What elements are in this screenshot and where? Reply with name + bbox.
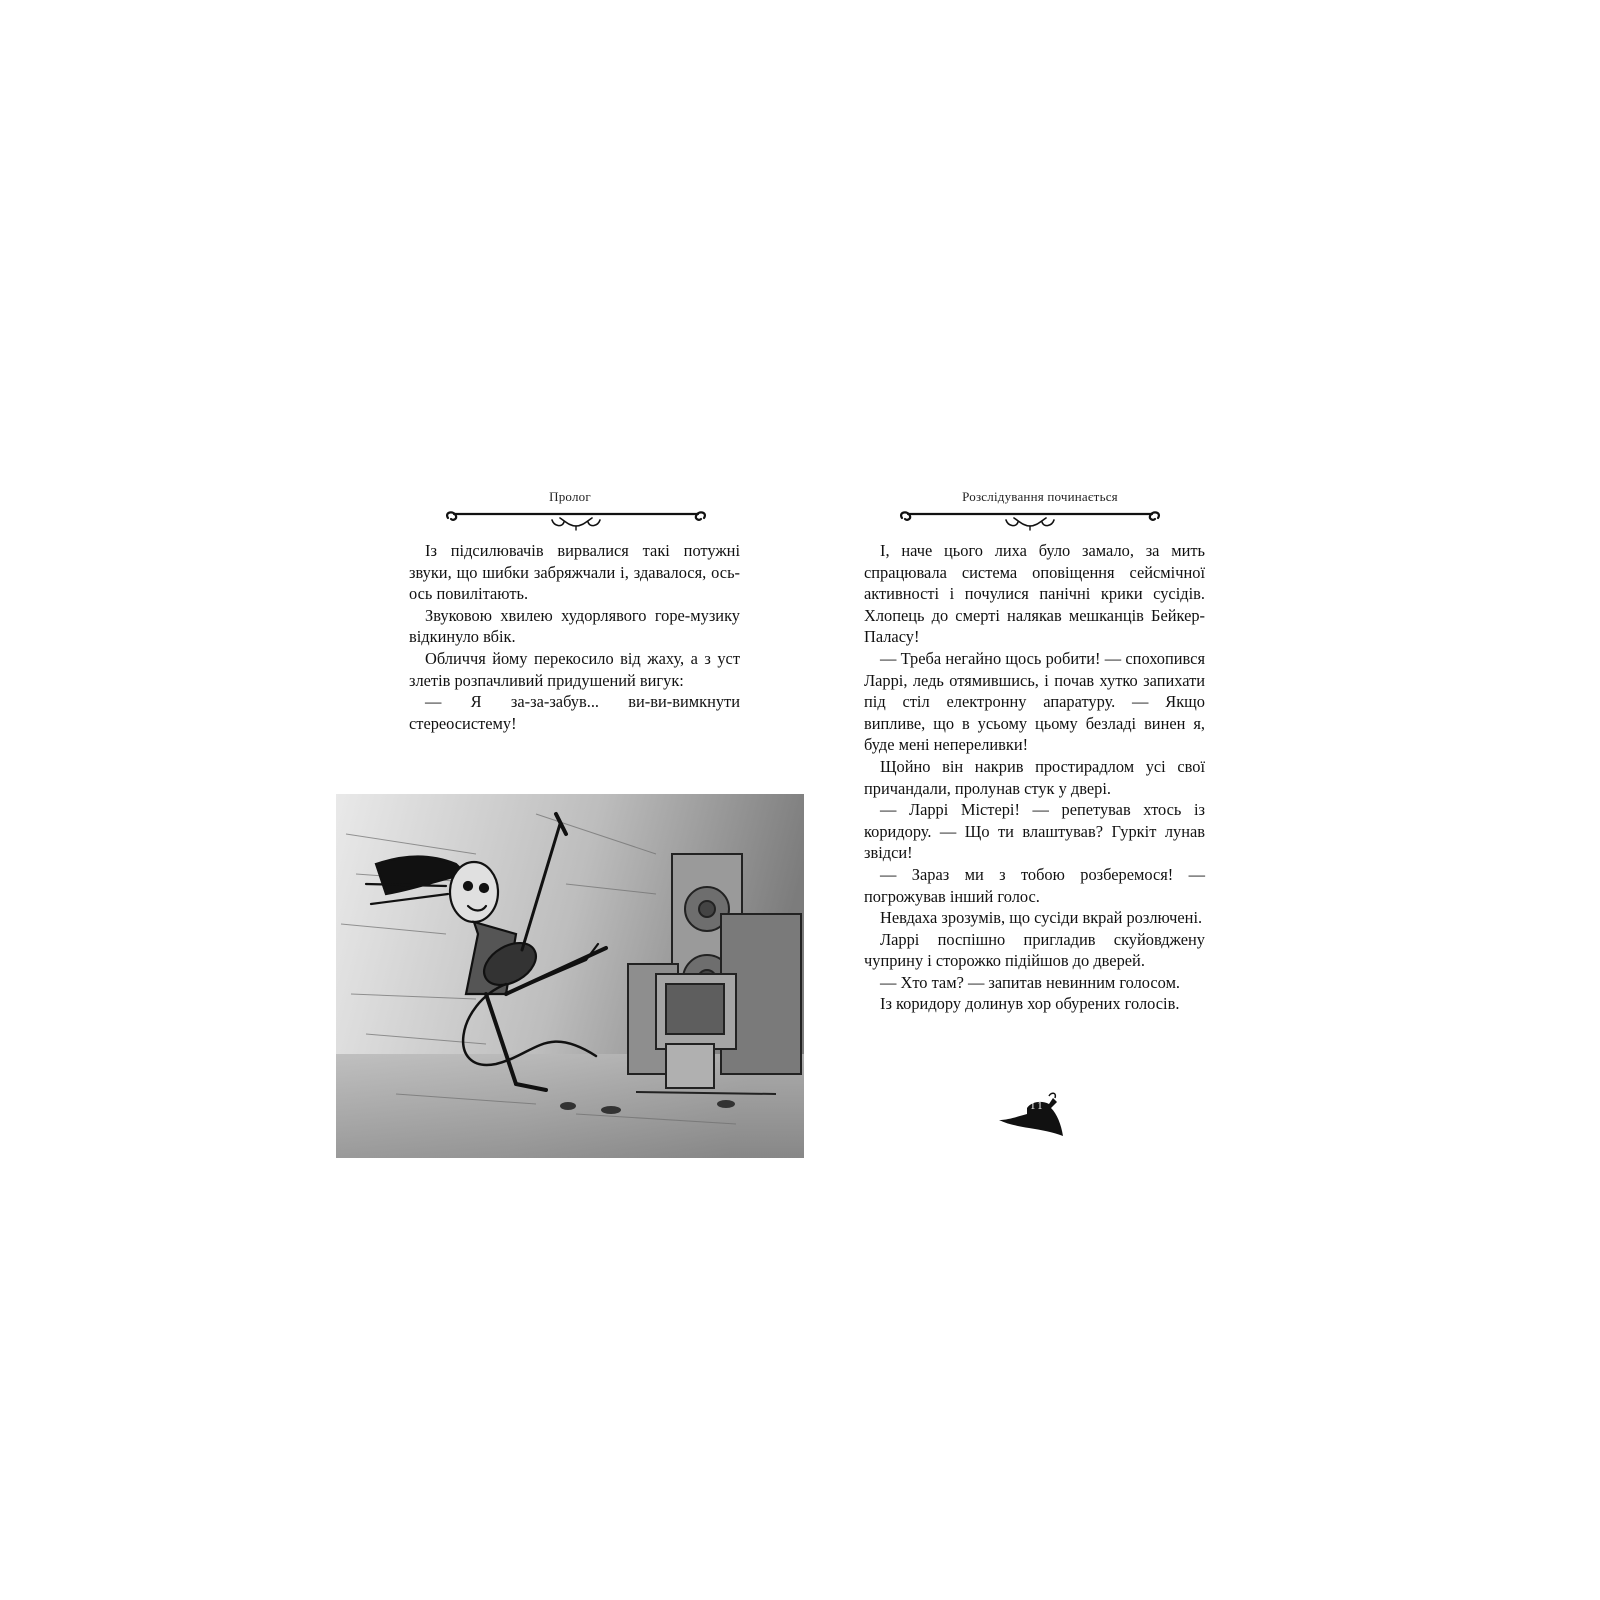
right-running-head: Розслідування починається	[962, 489, 1118, 504]
left-paragraph: Звуковою хвилею худорлявого горе-музику відкинуло вбік.	[409, 605, 740, 647]
detective-hat-icon	[997, 1090, 1067, 1138]
left-paragraph: Із підсилювачів вирвалися такі потужні звуки, що шибки забряжчали і, здавалося, ось-ось повилітають.	[409, 541, 740, 604]
guitarist-illustration	[336, 794, 804, 1158]
right-paragraph: Невдаха зрозумів, що сусіди вкрай розлючені.	[880, 908, 1203, 928]
left-paragraph: Обличчя йому перекосило від жаху, а з уст злетів розпачливий придушений вигук:	[409, 648, 740, 690]
right-paragraph: Із коридору долинув хор обурених голосів.	[880, 994, 1180, 1014]
left-header-ornament	[442, 508, 710, 534]
left-running-head: Пролог	[549, 489, 591, 504]
right-body-text	[864, 540, 1205, 1015]
right-header-ornament	[896, 508, 1164, 534]
right-paragraph: Щойно він накрив простирадлом усі свої причандали, пролунав стук у двері.	[864, 756, 1205, 798]
right-paragraph: — Зараз ми з тобою розберемося! — погрожував інший голос.	[864, 864, 1205, 906]
left-paragraph: — Я за-за-забув... ви-ви-вимкнути стереосистему!	[409, 692, 740, 733]
right-paragraph: — Ларрі Містері! — репетував хтось із коридору. — Що ти влаштував? Гуркіт лунав звідси!	[864, 800, 1205, 863]
page-number-mark	[997, 1090, 1067, 1138]
right-paragraph: Ларрі поспішно пригладив скуйовджену чуприну і сторожко підійшов до дверей.	[864, 929, 1205, 971]
right-paragraph: — Треба негайно щось робити! — спохопився Ларрі, ледь отямившись, і почав хутко запихати під стіл електронну апаратуру. — Якщо випливе, що в усьому цьому безладі винен я, буде мені непереливки!	[864, 648, 1205, 755]
right-paragraph: І, наче цього лиха було замало, за мить спрацювала система оповіщення сейсмічної активності і почулися панічні крики сусідів. Хлопець до смерті налякав мешканців Бейкер-Паласу!	[864, 541, 1205, 647]
left-body-text	[409, 540, 740, 734]
right-paragraph: — Хто там? — запитав невинним голосом.	[880, 972, 1181, 992]
page-number: 11	[1030, 1100, 1045, 1112]
